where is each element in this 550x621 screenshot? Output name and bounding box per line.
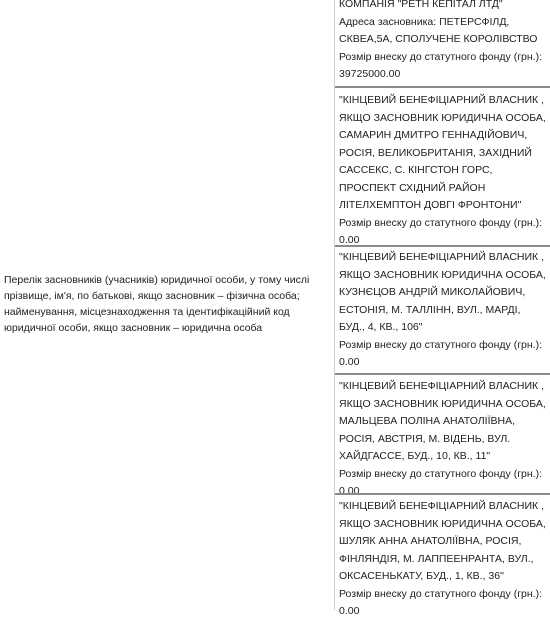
entry-separator [335,373,550,375]
founder-entry-line: КОМПАНІЯ "РЕТН КЕПІТАЛ ЛТД" [339,0,503,10]
founder-entry-4 [336,378,550,501]
founder-entry-line: КУЗНЄЦОВ АНДРІЙ МИКОЛАЙОВИЧ, [339,286,526,298]
founder-entry-line: Розмір внеску до статутного фонду (грн.): [339,467,543,480]
founder-entry-2 [336,92,550,250]
entry-separator [335,493,550,495]
founder-entry-5 [336,498,550,621]
founder-entry-line: 0.00 [339,356,360,368]
founder-entry-line: ЕСТОНІЯ, М. ТАЛЛІНН, ВУЛ., МАРДІ, [339,303,521,316]
founder-entry-line: ОКСАСЕНЬКАТУ, БУД., 1, КВ., 36" [339,570,504,582]
founder-entry-line: ЯКЩО ЗАСНОВНИК ЮРИДИЧНА ОСОБА, [339,397,546,410]
founder-entry-line: САССЕКС, С. КІНГСТОН ГОРС, [339,164,493,176]
founder-entry-1 [336,0,550,84]
founder-entry-line: 39725000.00 [339,68,401,80]
founder-entry-line: 0.00 [339,485,360,497]
founder-entry-line: РОСІЯ, АВСТРІЯ, М. ВІДЕНЬ, ВУЛ. [339,432,511,445]
founder-entry-line: 0.00 [339,605,360,617]
founder-entry-line: ФІНЛЯНДІЯ, М. ЛАППЕЕНРАНТА, ВУЛ., [339,552,534,565]
founder-entry-line: ШУЛЯК АННА АНАТОЛІЇВНА, РОСІЯ, [339,535,522,547]
entry-separator [335,245,550,247]
founder-entry-line: Розмір внеску до статутного фонду (грн.): [339,216,543,229]
entry-separator [335,86,550,88]
founder-entry-line: 0.00 [339,234,360,246]
founder-entry-line: "КІНЦЕВИЙ БЕНЕФІЦІАРНИЙ ВЛАСНИК , [339,500,545,512]
founder-entry-line: САМАРИН ДМИТРО ГЕННАДІЙОВИЧ, [339,129,528,141]
founder-entry-line: РОСІЯ, ВЕЛИКОБРИТАНІЯ, ЗАХІДНИЙ [339,146,532,159]
founder-entry-line: Розмір внеску до статутного фонду (грн.): [339,50,543,63]
founder-entry-line: Розмір внеску до статутного фонду (грн.): [339,338,543,351]
founder-entry-line: ЯКЩО ЗАСНОВНИК ЮРИДИЧНА ОСОБА, [339,268,546,281]
founder-entry-line: Розмір внеску до статутного фонду (грн.): [339,587,543,600]
founder-entry-line: МАЛЬЦЕВА ПОЛІНА АНАТОЛІЇВНА, [339,415,516,427]
founder-entry-line: ЯКЩО ЗАСНОВНИК ЮРИДИЧНА ОСОБА, [339,111,546,124]
founders-value-cell [334,0,550,617]
founder-entry-3 [336,249,550,372]
founder-entry-line: Адреса засновника: ПЕТЕРСФІЛД, [339,15,510,28]
founder-entry-line: БУД., 4, КВ., 106" [339,321,423,333]
founder-entry-line: ПРОСПЕКТ СХІДНИЙ РАЙОН [339,181,486,194]
founder-entry-line: ЛІТЕЛХЕМПТОН ДОВГІ ФРОНТОНИ" [339,199,522,211]
founder-entry-line: ХАЙДГАССЕ, БУД., 10, КВ., 11" [339,450,491,462]
founder-entry-line: СКВЕА,5А, СПОЛУЧЕНЕ КОРОЛІВСТВО [339,33,538,45]
founder-entry-line: ЯКЩО ЗАСНОВНИК ЮРИДИЧНА ОСОБА, [339,517,546,530]
founder-entry-line: "КІНЦЕВИЙ БЕНЕФІЦІАРНИЙ ВЛАСНИК , [339,94,545,106]
founder-entry-line: "КІНЦЕВИЙ БЕНЕФІЦІАРНИЙ ВЛАСНИК , [339,380,545,392]
founder-entry-line: "КІНЦЕВИЙ БЕНЕФІЦІАРНИЙ ВЛАСНИК , [339,251,545,263]
row-label-cell: Перелік засновників (учасників) юридичної особи, у тому числі прізвище, ім'я, по батькові, якщо засновник – фізична особа; найменування, місцезнаходження та ідентифікаційний код юридичної особи, якщо засновник – юридична особа [4,274,310,334]
